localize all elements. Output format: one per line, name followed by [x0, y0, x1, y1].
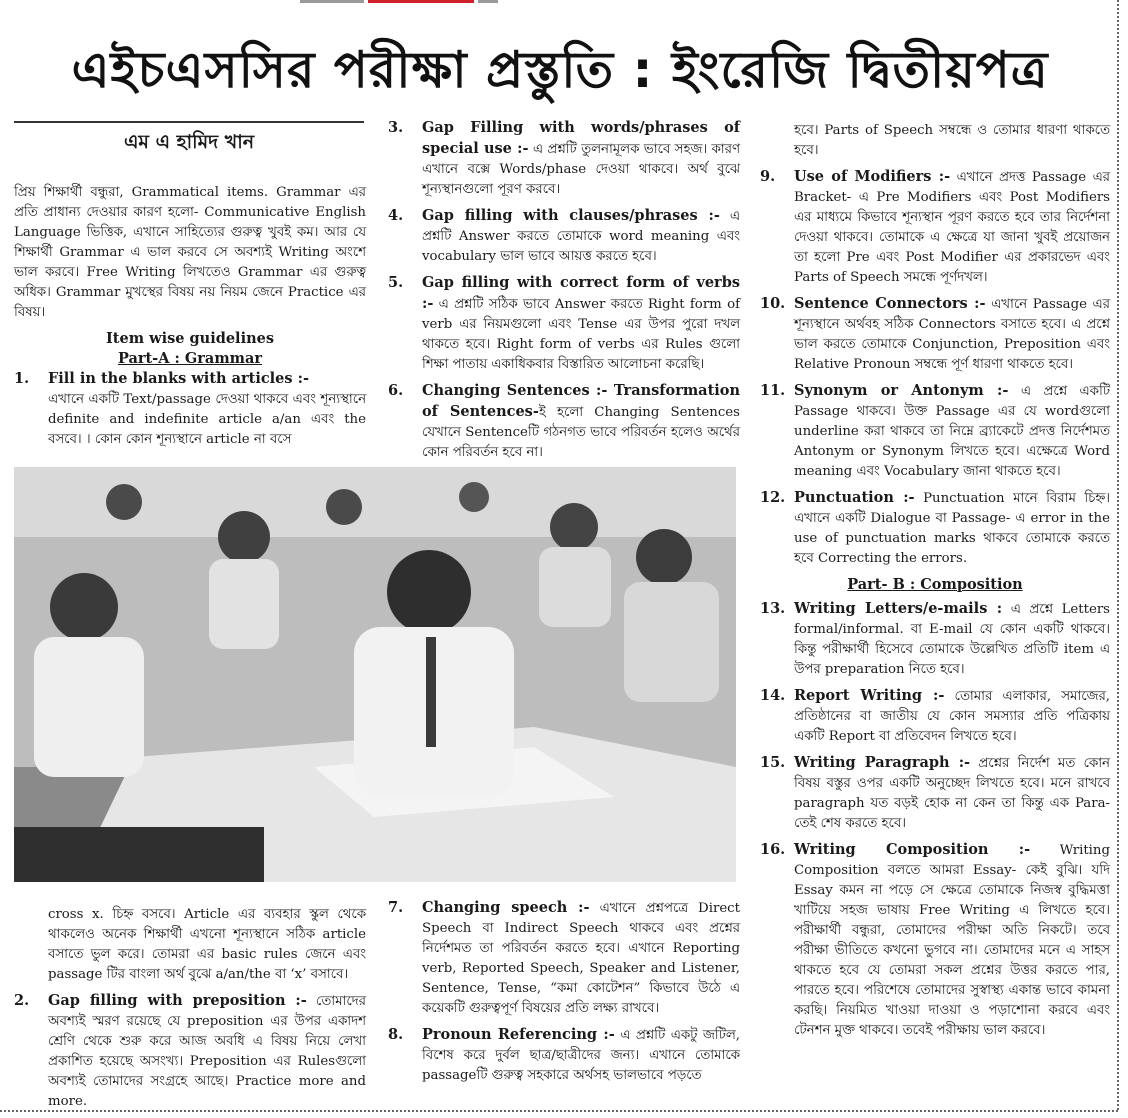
- list-item-14: [760, 686, 1110, 747]
- item-text: এখানে Passage এর শূন্যস্থানে অর্থবহ সঠিক Connectors বসাতে হবে। এ প্রশ্নে ভাল করতে তোমাকে Conjunction, Preposition এবং Relative Pronoun সম্বন্ধে পূর্ণ ধারণা থাকতে হবে।: [794, 297, 1110, 372]
- list-item-12: [760, 488, 1110, 569]
- item-text: Writing Composition বলতে আমরা Essay- কেই বুঝি। যদি Essay কমন না পড়ে সে ক্ষেত্রে তোমাকে নিজস্ব বুদ্ধিমত্তা খাটিয়ে সহজ ভাষায় Free Writing এ লিখতে হবে। পরীক্ষার্থী বন্ধুরা, তোমাদের পরীক্ষা অতি নিকটে। তবে পরীক্ষা ভীতিতে কখনো ভুগবে না। তোমাদের মনে এ সাহস থাকতে হবে যে তোমরা সকল প্রশ্নের উত্তর করতে পার, পারতে হবে। পরিশেষে তোমাদের সুস্বাস্থ্য একান্ত ভাবে কামনা করছি। নিয়মিত খাওয়া দাওয়া ও পড়াশোনা করবে এবং টেনশন মুক্ত থাকবে। তবেই পরীক্ষায় ভাল করবে।: [794, 843, 1110, 1038]
- top-gray-stripe-2: [478, 0, 498, 3]
- item-number: 7.: [388, 899, 404, 916]
- column-1-top: [14, 183, 366, 456]
- item-number: 13.: [760, 600, 786, 617]
- item-title: Synonym or Antonym :-: [794, 382, 1009, 399]
- item-title: Fill in the blanks with articles :-: [48, 370, 309, 387]
- item-number: 15.: [760, 754, 786, 771]
- list-item-9: [760, 167, 1110, 288]
- item-number: 16.: [760, 841, 786, 858]
- item-title: Writing Composition :-: [794, 841, 1031, 858]
- item-title: Gap filling with clauses/phrases :-: [422, 207, 720, 224]
- item-text: এ প্রশ্নে একটি Passage থাকবে। উক্ত Passage এর যে wordগুলো underline করা থাকবে তা নিম্নে ব্র্যাকেটে প্রদত্ত নির্দেশমত Antonym or Synonym লিখতে হবে। এক্ষেত্রে Word meaning এবং Vocabulary জানা থাকতে হবে।: [794, 384, 1111, 479]
- top-color-bar: [0, 0, 1128, 8]
- item-text: এ প্রশ্নটি সঠিক ভাবে Answer করতে Right form of verb এর নিয়মগুলো এবং Tense এর উপর পুরো দখল থাকতে হবে। Right form of verbs এর Rules গুলো শিক্ষা পাতায় একাধিকবার বিস্তারিত আলোচনা করেছি।: [422, 297, 740, 372]
- page-headline: এইচএসসির পরীক্ষা প্রস্তুতি : ইংরেজি দ্বিতীয়পত্র: [71, 41, 1049, 99]
- item-title: Sentence Connectors :-: [794, 295, 986, 312]
- list-item-2: [14, 991, 366, 1112]
- author-byline: এম এ হামিদ খান: [123, 131, 255, 153]
- column-2-bottom: [388, 898, 740, 1092]
- column-1-bottom: [14, 905, 366, 1118]
- item-title: Pronoun Referencing :-: [422, 1026, 615, 1043]
- item-title: Gap filling with preposition :-: [48, 992, 307, 1009]
- part-a-heading: Part-A : Grammar: [117, 350, 263, 367]
- item-1-continued: cross x. চিহ্ন বসবে। Article এর ব্যবহার স্কুল থেকে থাকলেও অনেক শিক্ষার্থী এখনো শূন্যস্থানে সঠিক article বসাতে ভুল করে। তোমরা এর basic rules জেনে এবং passage টির বাংলা অর্থ বুঝে a/an/the বা ‘x’ বসাবে।: [48, 907, 366, 982]
- list-item-8: [388, 1025, 740, 1086]
- top-red-stripe: [368, 0, 474, 3]
- list-item-10: [760, 294, 1110, 375]
- item-number: 3.: [388, 119, 404, 136]
- item-title: Changing Sentences :- Transformation of Sentences-: [422, 382, 740, 420]
- item-text: এ প্রশ্নে Letters formal/informal. বা E-mail যে কোন একটি থাকবে। কিন্তু পরীক্ষার্থী হিসেবে তোমাকে উল্লেখিত প্রতিটি item এ উপর preparation নিতে হবে।: [794, 602, 1111, 677]
- exam-hall-photo: [14, 467, 736, 882]
- item-number: 8.: [388, 1026, 404, 1043]
- item-number: 11.: [760, 382, 786, 399]
- item-8-continued: হবে। Parts of Speech সম্বন্ধে ও তোমার ধারণা থাকতে হবে।: [794, 123, 1110, 158]
- item-text: ই হলো Changing Sentences যেখানে Sentenceটি গঠনগত ভাবে পরিবর্তন হলেও অর্থের কোন পরিবর্তন হবে না।: [422, 405, 740, 460]
- item-number: 6.: [388, 382, 404, 399]
- guidelines-heading: Item wise guidelines: [105, 330, 275, 347]
- list-item-13: [760, 599, 1110, 680]
- column-3: [760, 121, 1110, 1047]
- item-text: এখানে একটি Text/passage দেওয়া থাকবে এবং শূন্যস্থানে definite and indefinite article a/an এবং the বসবে। । কোন কোন শূন্যস্থানে article না বসে: [48, 392, 366, 447]
- list-item-4: [388, 206, 740, 267]
- item-number: 14.: [760, 687, 786, 704]
- item-number: 2.: [14, 992, 30, 1009]
- item-number: 12.: [760, 489, 786, 506]
- list-item-6: [388, 381, 740, 463]
- item-number: 5.: [388, 274, 404, 291]
- item-title: Writing Letters/e-mails :: [794, 600, 1003, 617]
- column-divider-dotted: [1117, 0, 1119, 1110]
- item-title: Gap filling with correct form of verbs :-: [422, 274, 740, 312]
- item-title: Changing speech :-: [422, 899, 590, 916]
- intro-paragraph: প্রিয় শিক্ষার্থী বন্ধুরা, Grammatical items. Grammar এর প্রতি প্রাধান্য দেওয়ার কারণ হলো- Communicative English Language ভিত্তিক, এখানে সাহিত্যের গুরুত্ব খুবই কম। আর যে শিক্ষার্থী Grammar এ ভাল করবে সে অবশ্যই Writing অংশে ভাল করবে। Free Writing লিখতেও Grammar এর গুরুত্ব অধিক। Grammar মুখস্থের বিষয় নয় নিয়ম জেনে Practice এর বিষয়।: [14, 185, 366, 320]
- item-text: এখানে প্রশ্নপত্রে Direct Speech বা Indirect Speech থাকবে এবং প্রশ্নের নির্দেশমত তা পরিবর্তন করতে হবে। এখানে Reporting verb, Reported Speech, Speaker and Listener, Sentence, Tense, “কমা কোটেশন” কিভাবে উঠে এ কয়েকটি গুরুত্বপূর্ণ বিষয়ের প্রতি লক্ষ্য রাখবে।: [422, 901, 740, 1016]
- list-item-5: [388, 273, 740, 375]
- byline-rule: [14, 121, 364, 123]
- item-title: Use of Modifiers :-: [794, 168, 951, 185]
- item-number: 9.: [760, 168, 776, 185]
- item-text: তোমার এলাকার, সমাজের, প্রতিষ্ঠানের বা জাতীয় যে কোন সমস্যার প্রতি পত্রিকায় একটি Report বা প্রতিবেদন লিখতে হবে।: [794, 689, 1110, 744]
- item-number: 10.: [760, 295, 786, 312]
- list-item-11: [760, 381, 1110, 482]
- list-item-16: [760, 840, 1110, 1041]
- item-text: তোমাদের অবশ্যই স্মরণ রয়েছে যে preposition এর উপর একাদশ শ্রেণি থেকে শুরু করে আজ অবধি এ বিষয় নিয়ে লেখা প্রকাশিত হয়েছে অসংখ্য। Preposition এর Rulesগুলো অবশ্যই তোমাদের সংগ্রহে আছে। Practice more and more.: [48, 994, 366, 1109]
- item-title: Gap Filling with words/phrases of special use :-: [422, 119, 740, 157]
- part-b-heading: Part- B : Composition: [847, 576, 1023, 593]
- list-item-15: [760, 753, 1110, 834]
- item-text: প্রশ্নের নির্দেশ মত কোন বিষয় বস্তুর ওপর একটি অনুচ্ছেদ লিখতে হবে। মনে রাখবে paragraph যত বড়ই হোক না কেন তা কিন্তু এক Para-তেই শেষ করতে হবে।: [794, 756, 1110, 831]
- item-text: এ প্রশ্নটি তুলনামূলক ভাবে সহজ। কারণ এখানে বক্সে Words/phase দেওয়া থাকবে। অর্থ বুঝে শূন্যস্থানগুলো পূরণ করবে।: [422, 142, 740, 197]
- column-2-top: [388, 118, 740, 469]
- top-gray-stripe: [300, 0, 364, 3]
- item-text: এখানে প্রদত্ত Passage এর Bracket- এ Pre Modifiers এবং Post Modifiers এর মাধ্যমে কিভাবে শূন্যস্থান পূরণ করতে হবে তার নির্দেশনা দেওয়া থাকবে। তোমাকে এ ক্ষেত্রে যা জানা খুবই প্রয়োজন তা হলো Pre এবং Post Modifier এর প্রকারভেদ এবং Parts of Speech সমন্ধে পূর্ণদখল।: [794, 170, 1110, 285]
- item-text: Punctuation মানে বিরাম চিহ্ন। এখানে একটি Dialogue বা Passage- এ error in the use of punctuation marks থাকবে তোমাকে করতে হবে Correcting the errors.: [794, 491, 1110, 566]
- list-item-1: [14, 369, 366, 450]
- list-item-7: [388, 898, 740, 1019]
- item-title: Writing Paragraph :-: [794, 754, 971, 771]
- item-title: Punctuation :-: [794, 489, 915, 506]
- item-number: 1.: [14, 370, 30, 387]
- item-text: এ প্রশ্নটি Answer করতে তোমাকে word meaning এবং vocabulary ভাল ভাবে আয়ত্ত করতে হবে।: [422, 209, 740, 264]
- item-title: Report Writing :-: [794, 687, 945, 704]
- item-text: এ প্রশ্নটি একটু জটিল, বিশেষ করে দুর্বল ছাত্র/ছাত্রীদের জন্য। এখানে তোমাকে passageটি গুরুত্ব সহকারে অর্থসহ ভালভাবে পড়তে: [422, 1028, 740, 1083]
- item-number: 4.: [388, 207, 404, 224]
- list-item-3: [388, 118, 740, 200]
